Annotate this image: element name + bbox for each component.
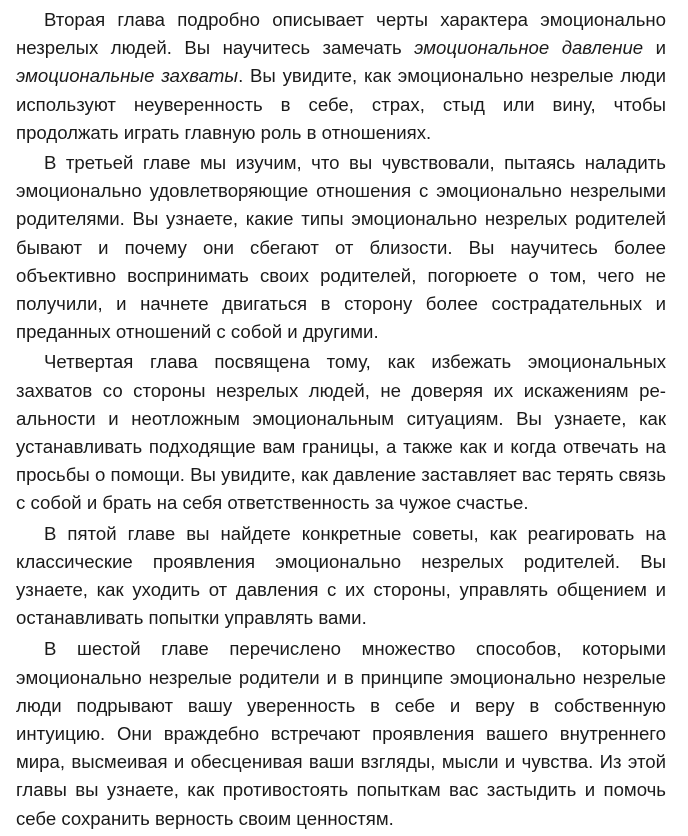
paragraph-chapter-six <box>16 635 666 832</box>
text-segment: В шестой главе перечислено множество способов, которыми эмоционально незрелые родители и в принципе эмоционально незрелые люди подрывают вашу уверенность в себе и веру в собственную интуицию. Они враждебно встречают проявления вашего внутреннего мира, высмеивая и обесценивая ваши взгляды, мысли и чувства. Из этой главы вы узнаете, как противостоять попыткам вас застыдить и помочь себе сохранить верность своим ценностям. <box>16 638 666 829</box>
text-segment: В пятой главе вы найдете конкретные советы, как реагировать на классические проявления эмоционально незрелых родителей. Вы узнаете, как уходить от давления с их стороны, управлять общением и останавливать попытки управлять вами. <box>16 522 666 629</box>
paragraph-chapter-two <box>16 6 666 147</box>
italic-term-emotional-takeovers: эмоциональные захваты <box>16 65 239 87</box>
italic-term-emotional-pressure: эмоциональное давление <box>414 37 644 59</box>
paragraph-chapter-five <box>16 520 666 633</box>
text-segment: Вторая глава подробно описывает черты характера эмоционально незрелых людей. Вы научитесь замечать <box>16 9 666 59</box>
text-segment: Четвертая глава посвящена тому, как избежать эмоциональных захватов со стороны незрелых людей, не доверяя их искажениям реальности и неотложным эмоциональным ситуациям. Вы узнаете, как устанавливать подходящие вам границы, а также как и когда отвечать на просьбы о помощи. Вы увидите, как давление заставляет вас терять связь с собой и брать на себя ответственность за чужое счастье. <box>16 351 666 514</box>
paragraph-chapter-three <box>16 149 666 346</box>
text-segment: и <box>643 37 667 59</box>
book-page <box>16 6 666 835</box>
text-segment: В третьей главе мы изучим, что вы чувствовали, пытаясь наладить эмоционально удовлетворяющие отношения с эмоционально незрелыми родителями. Вы узнаете, какие типы эмоционально незрелых родителей бывают и почему они сбегают от близости. Вы научитесь более объективно воспринимать своих родителей, погорюете о том, чего не получили, и начнете двигаться в сторону более сострадательных и преданных отношений с собой и другими. <box>16 152 666 343</box>
text-segment: . Вы увидите, как эмоционально незрелые люди используют неуверенность в себе, страх, стыд или вину, чтобы продолжать играть главную роль в отношениях. <box>16 65 666 143</box>
paragraph-chapter-four <box>16 348 666 517</box>
